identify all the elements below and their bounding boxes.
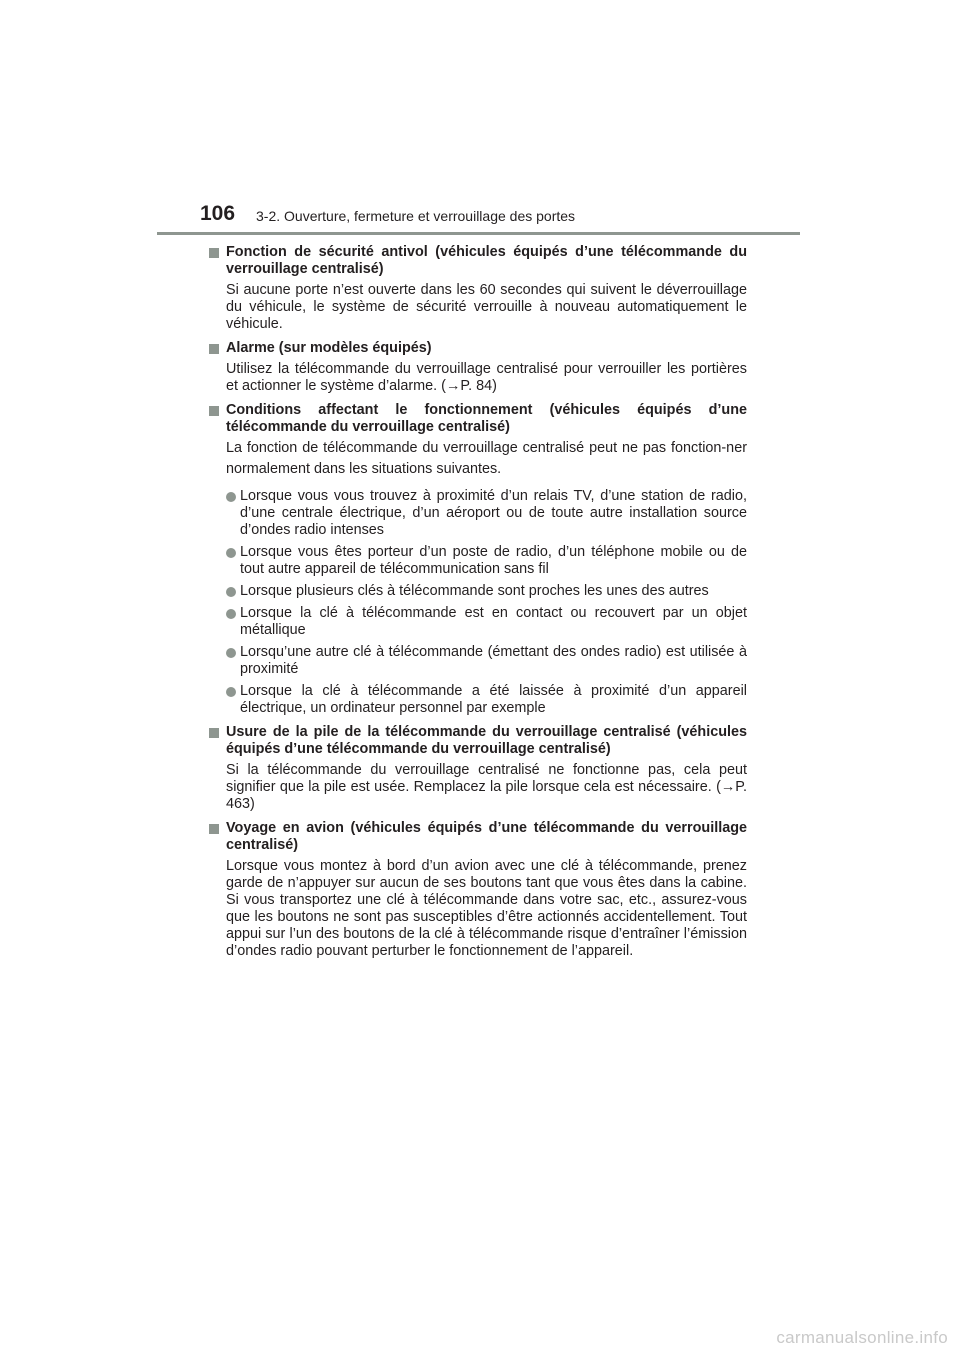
section-square-icon [209,344,219,354]
list-item: Lorsque vous vous trouvez à proximité d’un relais TV, d’une station de radio, d’une centrale électrique, d’un aéroport ou de toute autre installation source d’ondes radio intenses [226,488,747,539]
section-conditions [209,402,747,717]
list-item: Lorsqu’une autre clé à télécommande (émettant des ondes radio) est utilisée à proximité [226,644,747,678]
section-title: Conditions affectant le fonctionnement (véhicules équipés d’une télécommande du verrouillage centralisé) [226,402,747,435]
section-title: Usure de la pile de la télécommande du verrouillage centralisé (véhicules équipés d’une télécommande du verrouillage centralisé) [226,724,747,757]
list-item: Lorsque la clé à télécommande a été laissée à proximité d’un appareil électrique, un ordinateur personnel par exemple [226,683,747,717]
bullet-dot-icon [226,492,236,502]
section-body: Si la télécommande du verrouillage centralisé ne fonctionne pas, cela peut signifier que la pile est usée. Remplacez la pile lorsque cela est nécessaire. (→P. 463) [226,762,747,812]
section-alarm [209,340,747,395]
bullet-dot-icon [226,548,236,558]
list-item: Lorsque plusieurs clés à télécommande sont proches les unes des autres [226,583,747,600]
section-battery [209,724,747,813]
bullet-dot-icon [226,648,236,658]
section-body: La fonction de télécommande du verrouillage centralisé peut ne pas fonction-ner normalement dans les situations suivantes. [226,440,747,477]
section-square-icon [209,824,219,834]
chapter-title: 3-2. Ouverture, fermeture et verrouillage des portes [256,208,576,224]
section-square-icon [209,248,219,258]
page-header [0,0,960,240]
bullet-dot-icon [226,587,236,597]
list-item: Lorsque vous êtes porteur d’un poste de radio, d’un téléphone mobile ou de tout autre appareil de télécommunication sans fil [226,544,747,578]
condition-list [226,488,747,717]
section-body: Lorsque vous montez à bord d’un avion avec une clé à télécommande, prenez garde de n’appuyer sur aucun de ses boutons tant que vous êtes dans la cabine. Si vous transportez une clé à télécommande dans votre sac, etc., assurez-vous que les boutons ne sont pas susceptibles d’être actionnés accidentellement. Tout appui sur l’un des boutons de la clé à télécommande risque d’entraîner l’émission d’ondes radio pouvant perturber le fonctionnement de l’appareil. [226,858,747,959]
page-number: 106 [200,202,236,225]
section-square-icon [209,406,219,416]
section-title: Alarme (sur modèles équipés) [226,340,432,356]
section-title: Fonction de sécurité antivol (véhicules équipés d’une télécommande du verrouillage centralisé) [226,244,747,277]
page-content [209,244,747,967]
header-divider [157,232,800,235]
section-body: Si aucune porte n’est ouverte dans les 60 secondes qui suivent le déverrouillage du véhicule, le système de sécurité verrouille à nouveau automatiquement le véhicule. [226,282,747,332]
section-air-travel [209,820,747,960]
section-square-icon [209,728,219,738]
bullet-dot-icon [226,609,236,619]
bullet-dot-icon [226,687,236,697]
section-antitheft [209,244,747,333]
watermark: carmanualsonline.info [776,1328,948,1347]
section-title: Voyage en avion (véhicules équipés d’une télécommande du verrouillage centralisé) [226,820,747,853]
section-body: Utilisez la télécommande du verrouillage centralisé pour verrouiller les portières et actionner le système d’alarme. (→P. 84) [226,361,747,394]
list-item: Lorsque la clé à télécommande est en contact ou recouvert par un objet métallique [226,605,747,639]
